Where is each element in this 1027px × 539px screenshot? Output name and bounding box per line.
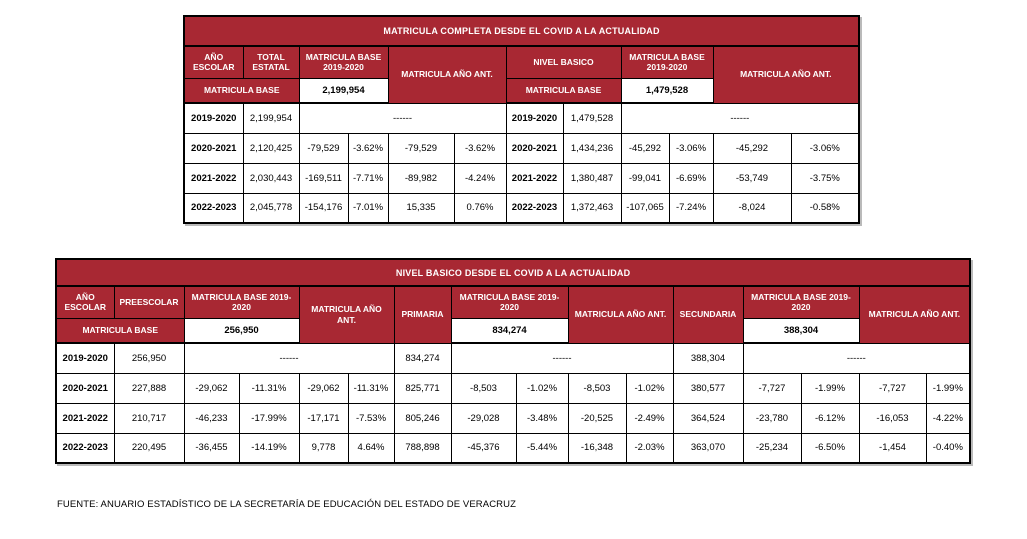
value-cell: 388,304 bbox=[673, 343, 743, 373]
year-cell: 2020-2021 bbox=[184, 133, 243, 163]
value-cell: -2.49% bbox=[626, 403, 673, 433]
value-cell: -45,292 bbox=[621, 133, 669, 163]
year-cell: 2022-2023 bbox=[506, 193, 563, 223]
year-cell: 2019-2020 bbox=[56, 343, 114, 373]
year-cell: 2019-2020 bbox=[506, 103, 563, 133]
table2-base-value-primaria: 834,274 bbox=[451, 318, 568, 343]
value-cell: -1,454 bbox=[859, 433, 926, 463]
dash-cell: ------ bbox=[184, 343, 394, 373]
value-cell: -8,503 bbox=[451, 373, 516, 403]
value-cell: -7.01% bbox=[348, 193, 388, 223]
value-cell: -8,503 bbox=[568, 373, 626, 403]
table1-header-total-estatal: TOTAL ESTATAL bbox=[243, 46, 299, 78]
value-cell: 256,950 bbox=[114, 343, 184, 373]
value-cell: -53,749 bbox=[713, 163, 791, 193]
value-cell: -169,511 bbox=[299, 163, 348, 193]
value-cell: 825,771 bbox=[394, 373, 451, 403]
table2-title: NIVEL BASICO DESDE EL COVID A LA ACTUALIDAD bbox=[56, 259, 970, 286]
value-cell: -17,171 bbox=[299, 403, 348, 433]
value-cell: 788,898 bbox=[394, 433, 451, 463]
value-cell: -11.31% bbox=[348, 373, 394, 403]
value-cell: 220,495 bbox=[114, 433, 184, 463]
value-cell: -89,982 bbox=[388, 163, 454, 193]
table1-matricula-base-left: MATRICULA BASE bbox=[184, 78, 299, 103]
table1-header-year: AÑO ESCOLAR bbox=[184, 46, 243, 78]
table2-header-preescolar: PREESCOLAR bbox=[114, 286, 184, 318]
table1-header-ant-right: MATRICULA AÑO ANT. bbox=[713, 46, 859, 103]
value-cell: -45,376 bbox=[451, 433, 516, 463]
table1-row-2020-2021 bbox=[184, 133, 859, 163]
value-cell: 2,030,443 bbox=[243, 163, 299, 193]
value-cell: 1,434,236 bbox=[563, 133, 621, 163]
table1-header-base-right: MATRICULA BASE 2019-2020 bbox=[621, 46, 713, 78]
table2-header-ant-primaria: MATRICULA AÑO ANT. bbox=[568, 286, 673, 343]
table2-header-ant-preescolar: MATRICULA AÑO ANT. bbox=[299, 286, 394, 343]
table2-row-2019-2020 bbox=[56, 343, 970, 373]
value-cell: -29,062 bbox=[184, 373, 239, 403]
table1-header-ant-left: MATRICULA AÑO ANT. bbox=[388, 46, 506, 103]
value-cell: -11.31% bbox=[239, 373, 299, 403]
value-cell: -7,727 bbox=[743, 373, 801, 403]
value-cell: -2.03% bbox=[626, 433, 673, 463]
table2-base-value-secundaria: 388,304 bbox=[743, 318, 859, 343]
value-cell: 15,335 bbox=[388, 193, 454, 223]
value-cell: 4.64% bbox=[348, 433, 394, 463]
value-cell: 9,778 bbox=[299, 433, 348, 463]
dash-cell: ------ bbox=[743, 343, 970, 373]
value-cell: 805,246 bbox=[394, 403, 451, 433]
value-cell: 380,577 bbox=[673, 373, 743, 403]
value-cell: -46,233 bbox=[184, 403, 239, 433]
value-cell: -3.06% bbox=[791, 133, 859, 163]
value-cell: -29,062 bbox=[299, 373, 348, 403]
value-cell: -7.71% bbox=[348, 163, 388, 193]
year-cell: 2021-2022 bbox=[184, 163, 243, 193]
value-cell: -3.62% bbox=[454, 133, 506, 163]
dash-cell: ------ bbox=[299, 103, 506, 133]
value-cell: -1.02% bbox=[626, 373, 673, 403]
table2-header-base-preescolar: MATRICULA BASE 2019-2020 bbox=[184, 286, 299, 318]
dash-cell: ------ bbox=[621, 103, 859, 133]
value-cell: 1,380,487 bbox=[563, 163, 621, 193]
value-cell: 2,045,778 bbox=[243, 193, 299, 223]
table2-header-base-primaria: MATRICULA BASE 2019-2020 bbox=[451, 286, 568, 318]
value-cell: 2,199,954 bbox=[243, 103, 299, 133]
value-cell: -7,727 bbox=[859, 373, 926, 403]
table2-base-value-preescolar: 256,950 bbox=[184, 318, 299, 343]
table1-row-2022-2023 bbox=[184, 193, 859, 223]
value-cell: 2,120,425 bbox=[243, 133, 299, 163]
table2-header-ant-secundaria: MATRICULA AÑO ANT. bbox=[859, 286, 970, 343]
value-cell: -4.24% bbox=[454, 163, 506, 193]
table1-row-2019-2020 bbox=[184, 103, 859, 133]
value-cell: -3.06% bbox=[669, 133, 713, 163]
value-cell: -99,041 bbox=[621, 163, 669, 193]
value-cell: -7.24% bbox=[669, 193, 713, 223]
matricula-completa-table bbox=[183, 15, 860, 224]
value-cell: -36,455 bbox=[184, 433, 239, 463]
table2-header-year: AÑO ESCOLAR bbox=[56, 286, 114, 318]
year-cell: 2020-2021 bbox=[56, 373, 114, 403]
value-cell: -6.69% bbox=[669, 163, 713, 193]
year-cell: 2020-2021 bbox=[506, 133, 563, 163]
value-cell: 0.76% bbox=[454, 193, 506, 223]
value-cell: -1.02% bbox=[516, 373, 568, 403]
value-cell: -17.99% bbox=[239, 403, 299, 433]
table2-header-base-secundaria: MATRICULA BASE 2019-2020 bbox=[743, 286, 859, 318]
value-cell: -6.12% bbox=[801, 403, 859, 433]
value-cell: -25,234 bbox=[743, 433, 801, 463]
table2-row-2021-2022 bbox=[56, 403, 970, 433]
dash-cell: ------ bbox=[451, 343, 673, 373]
value-cell: -1.99% bbox=[801, 373, 859, 403]
value-cell: 1,372,463 bbox=[563, 193, 621, 223]
value-cell: 364,524 bbox=[673, 403, 743, 433]
value-cell: 363,070 bbox=[673, 433, 743, 463]
value-cell: -7.53% bbox=[348, 403, 394, 433]
value-cell: -16,053 bbox=[859, 403, 926, 433]
table2-matricula-base-label: MATRICULA BASE bbox=[56, 318, 184, 343]
value-cell: -0.58% bbox=[791, 193, 859, 223]
table1-base-value-nivel: 1,479,528 bbox=[621, 78, 713, 103]
table2-header-secundaria: SECUNDARIA bbox=[673, 286, 743, 343]
table2-row-2022-2023 bbox=[56, 433, 970, 463]
value-cell: 210,717 bbox=[114, 403, 184, 433]
value-cell: 227,888 bbox=[114, 373, 184, 403]
year-cell: 2022-2023 bbox=[56, 433, 114, 463]
value-cell: -5.44% bbox=[516, 433, 568, 463]
value-cell: 1,479,528 bbox=[563, 103, 621, 133]
value-cell: -154,176 bbox=[299, 193, 348, 223]
table1-row-2021-2022 bbox=[184, 163, 859, 193]
year-cell: 2022-2023 bbox=[184, 193, 243, 223]
value-cell: -79,529 bbox=[388, 133, 454, 163]
value-cell: -29,028 bbox=[451, 403, 516, 433]
value-cell: -4.22% bbox=[926, 403, 970, 433]
value-cell: -3.62% bbox=[348, 133, 388, 163]
table1-base-value-total: 2,199,954 bbox=[299, 78, 388, 103]
value-cell: -20,525 bbox=[568, 403, 626, 433]
table2-row-2020-2021 bbox=[56, 373, 970, 403]
value-cell: -107,065 bbox=[621, 193, 669, 223]
value-cell: -45,292 bbox=[713, 133, 791, 163]
source-note: FUENTE: ANUARIO ESTADÍSTICO DE LA SECRETARÍA DE EDUCACIÓN DEL ESTADO DE VERACRUZ bbox=[57, 499, 516, 510]
value-cell: -6.50% bbox=[801, 433, 859, 463]
value-cell: -3.75% bbox=[791, 163, 859, 193]
value-cell: 834,274 bbox=[394, 343, 451, 373]
value-cell: -3.48% bbox=[516, 403, 568, 433]
value-cell: -0.40% bbox=[926, 433, 970, 463]
value-cell: -8,024 bbox=[713, 193, 791, 223]
table2-header-primaria: PRIMARIA bbox=[394, 286, 451, 343]
value-cell: -79,529 bbox=[299, 133, 348, 163]
value-cell: -14.19% bbox=[239, 433, 299, 463]
table1-header-nivel-basico: NIVEL BASICO bbox=[506, 46, 621, 78]
year-cell: 2021-2022 bbox=[56, 403, 114, 433]
nivel-basico-table bbox=[55, 258, 971, 464]
table1-matricula-base-right: MATRICULA BASE bbox=[506, 78, 621, 103]
value-cell: -16,348 bbox=[568, 433, 626, 463]
value-cell: -1.99% bbox=[926, 373, 970, 403]
table1-title: MATRICULA COMPLETA DESDE EL COVID A LA ACTUALIDAD bbox=[184, 16, 859, 46]
year-cell: 2021-2022 bbox=[506, 163, 563, 193]
table1-header-base-left: MATRICULA BASE 2019-2020 bbox=[299, 46, 388, 78]
value-cell: -23,780 bbox=[743, 403, 801, 433]
year-cell: 2019-2020 bbox=[184, 103, 243, 133]
